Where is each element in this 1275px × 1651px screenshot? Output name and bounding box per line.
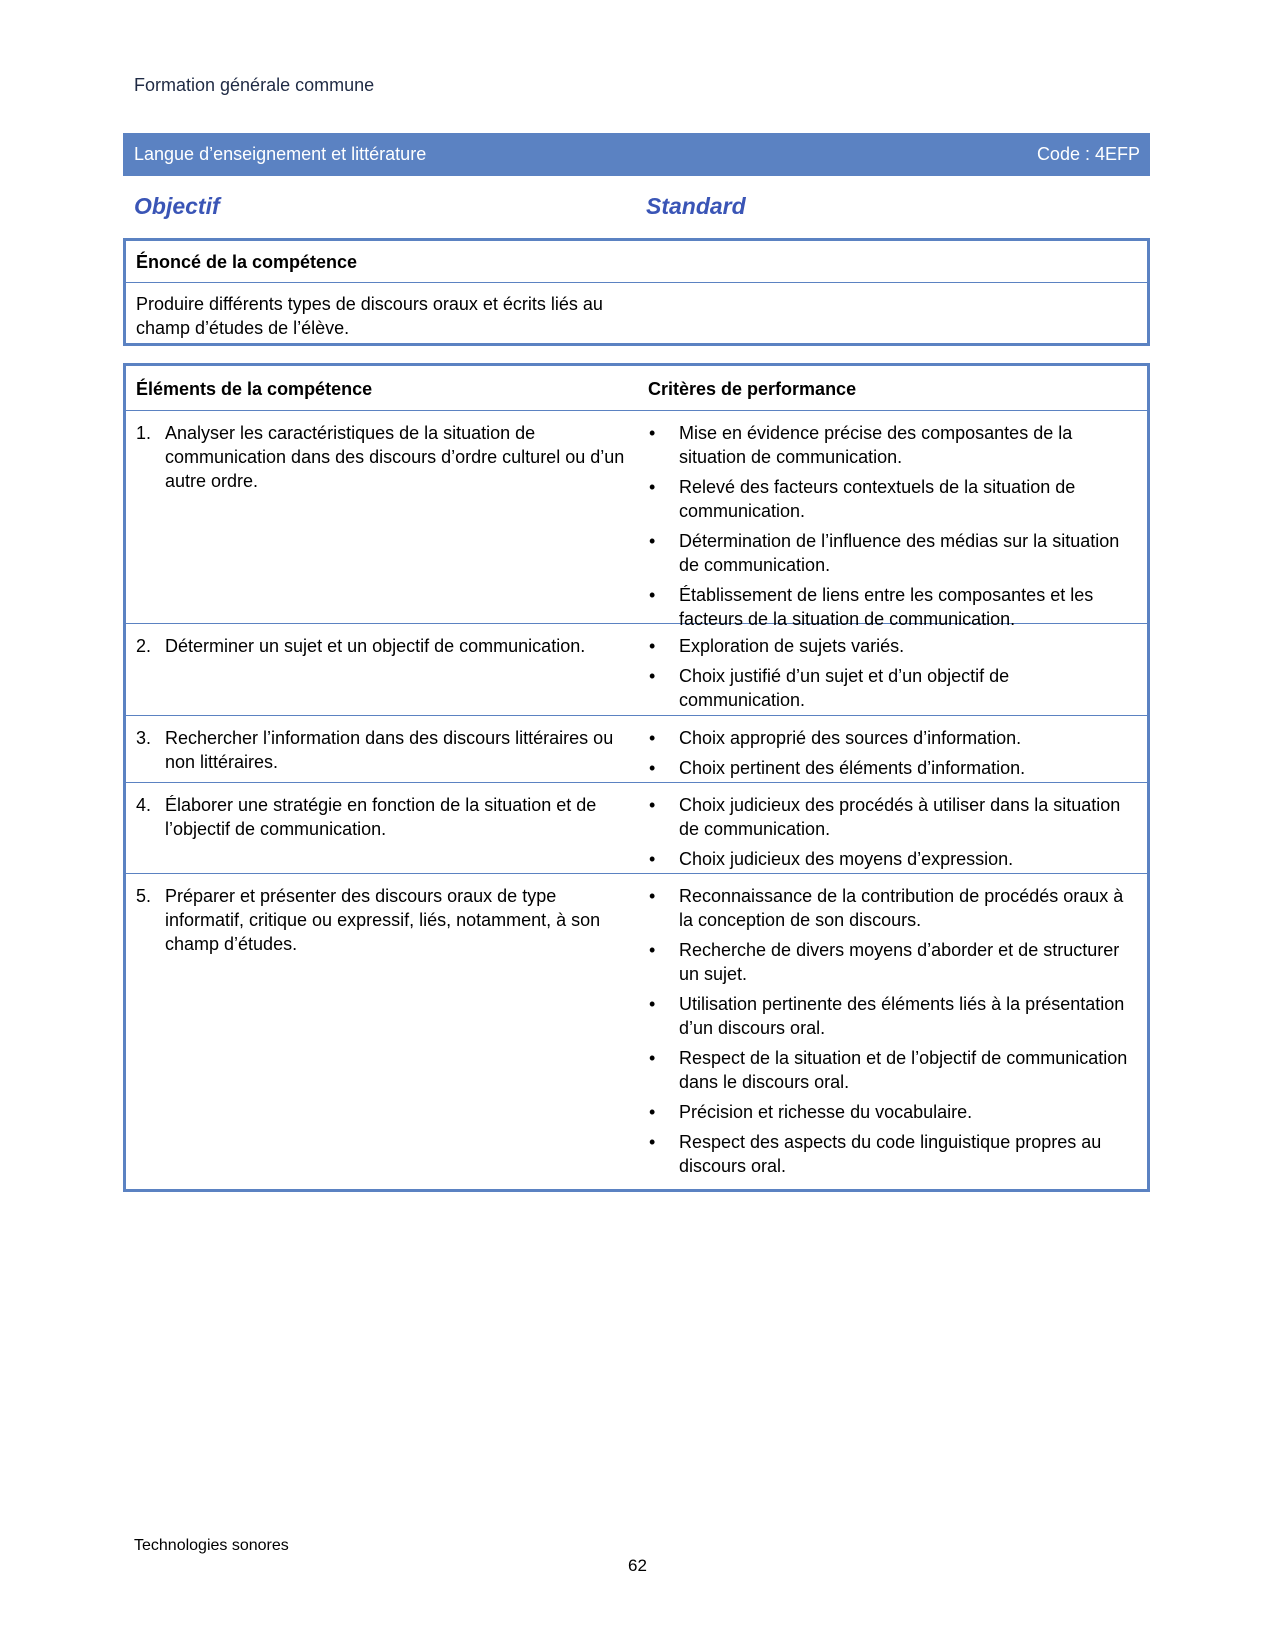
page-number: 62 [628,1556,647,1575]
element-number: 5. [136,886,152,906]
bullet-icon: • [649,636,656,656]
criteria-text: Choix justifié d’un sujet et d’un objectif de communication. [679,666,1010,710]
bullet-icon: • [649,994,656,1014]
competence-table [123,363,1150,1192]
element-cell [136,884,626,956]
course-title: Langue d’enseignement et littérature [134,144,427,164]
footer-program-name: Technologies sonores [134,1537,289,1554]
criteria-item [648,1100,1138,1124]
bullet-icon: • [649,758,656,778]
criteria-list [648,793,1138,871]
element-cell [136,634,626,658]
criteria-item [648,756,1138,780]
document-section-label: Formation générale commune [134,75,375,95]
element-text: Analyser les caractéristiques de la situation de communication dans des discours d’ordre culturel ou d’un autre ordre. [165,423,625,491]
criteria-item [648,529,1138,577]
element-cell [136,726,626,774]
competence-statement-title: Énoncé de la compétence [126,241,1147,283]
bullet-icon: • [649,477,656,497]
element-number: 4. [136,795,152,815]
criteria-text: Choix approprié des sources d’information. [679,728,1022,748]
criteria-text: Mise en évidence précise des composantes de la situation de communication. [679,423,1073,467]
course-header-bar [123,133,1150,176]
standard-label: Standard [646,193,746,219]
elements-column-header: Éléments de la compétence [136,379,373,399]
criteria-item [648,726,1138,750]
bullet-icon: • [649,1048,656,1068]
criteria-text: Reconnaissance de la contribution de procédés oraux à la conception de son discours. [679,886,1124,930]
criteria-text: Choix pertinent des éléments d’information. [679,758,1026,778]
table-row [126,624,1147,716]
criteria-item [648,847,1138,871]
element-number: 1. [136,423,152,443]
criteria-item [648,634,1138,658]
bullet-icon: • [649,531,656,551]
criteria-item [648,992,1138,1040]
criteria-column-header: Critères de performance [648,379,857,399]
objectif-label: Objectif [134,193,220,219]
element-cell [136,793,626,841]
bullet-icon: • [649,849,656,869]
criteria-list [648,421,1138,631]
element-text: Rechercher l’information dans des discours littéraires ou non littéraires. [165,728,614,772]
table-row [126,716,1147,783]
element-cell [136,421,626,493]
element-text: Déterminer un sujet et un objectif de communication. [165,636,586,656]
element-number: 3. [136,728,152,748]
criteria-text: Recherche de divers moyens d’aborder et de structurer un sujet. [679,940,1120,984]
bullet-icon: • [649,423,656,443]
criteria-text: Respect des aspects du code linguistique propres au discours oral. [679,1132,1102,1176]
table-row [126,783,1147,874]
bullet-icon: • [649,666,656,686]
criteria-item [648,938,1138,986]
table-header-row [126,366,1147,411]
bullet-icon: • [649,585,656,605]
bullet-icon: • [649,940,656,960]
criteria-text: Établissement de liens entre les composantes et les facteurs de la situation de communication. [679,585,1094,629]
table-row [126,874,1147,1189]
table-row [126,411,1147,629]
criteria-list [648,634,1138,712]
element-number: 2. [136,636,152,656]
element-text: Élaborer une stratégie en fonction de la situation et de l’objectif de communication. [165,795,597,839]
element-text: Préparer et présenter des discours oraux de type informatif, critique ou expressif, liés, notamment, à son champ d’études. [165,886,601,954]
criteria-text: Exploration de sujets variés. [679,636,905,656]
criteria-item [648,1046,1138,1094]
bullet-icon: • [649,795,656,815]
criteria-item [648,475,1138,523]
criteria-item [648,793,1138,841]
bullet-icon: • [649,1132,656,1152]
course-code: Code : 4EFP [1036,144,1140,164]
criteria-item [648,664,1138,712]
criteria-text: Choix judicieux des moyens d’expression. [679,849,1014,869]
criteria-text: Choix judicieux des procédés à utiliser dans la situation de communication. [679,795,1121,839]
bullet-icon: • [649,886,656,906]
competence-statement-box [123,238,1150,346]
criteria-list [648,726,1138,780]
criteria-item [648,884,1138,932]
criteria-list [648,884,1138,1178]
criteria-text: Utilisation pertinente des éléments liés à la présentation d’un discours oral. [679,994,1125,1038]
criteria-text: Relevé des facteurs contextuels de la situation de communication. [679,477,1076,521]
bullet-icon: • [649,728,656,748]
criteria-text: Précision et richesse du vocabulaire. [679,1102,973,1122]
bullet-icon: • [649,1102,656,1122]
criteria-item [648,421,1138,469]
criteria-text: Respect de la situation et de l’objectif de communication dans le discours oral. [679,1048,1128,1092]
criteria-item [648,1130,1138,1178]
competence-statement-text: Produire différents types de discours oraux et écrits liés au champ d’études de l’élève. [136,294,603,338]
criteria-text: Détermination de l’influence des médias sur la situation de communication. [679,531,1120,575]
